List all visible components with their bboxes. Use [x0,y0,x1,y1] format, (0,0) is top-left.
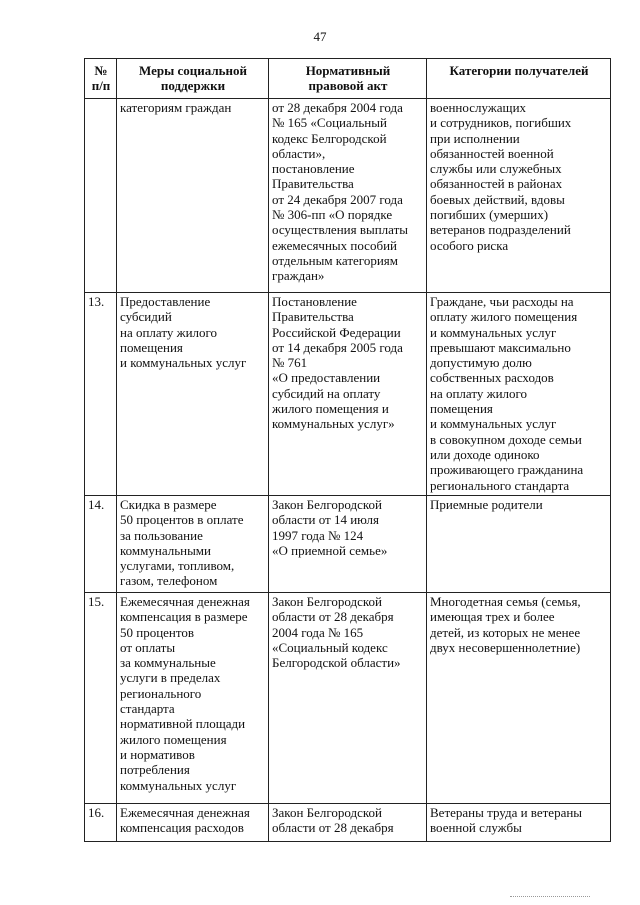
legal-act-cell-line: Российской Федерации [272,324,401,340]
legal-act-cell-line: отдельным категориям [272,252,398,268]
measure-cell-line: Ежемесячная денежная [120,805,250,820]
legal-act-cell-line: Правительства [272,309,354,325]
measure-cell-line: газом, телефоном [120,573,218,589]
category-cell-line: в совокупном доходе семьи [430,431,582,447]
header-num [85,59,117,99]
legal-act-cell-line: граждан» [272,268,325,284]
header-act [269,59,427,99]
header-category-line: Категории получателей [449,63,589,78]
category-cell-line: Приемные родители [430,497,543,512]
row-number-cell: 16. [85,804,117,842]
legal-act-cell-line: жилого помещения и [272,401,389,417]
category-cell-line: Многодетная семья (семья, [430,594,581,609]
measure-cell-line: на оплату жилого [120,324,218,340]
measure-cell-line: компенсация в размере [120,609,248,625]
legal-act-cell-line: осуществления выплаты [272,222,409,238]
category-cell-line: боевых действий, вдовы [430,191,565,207]
measure-cell-line: услугами, топливом, [120,558,235,574]
category-cell-line: военной службы [430,820,522,836]
measure-cell-line: Скидка в размере [120,497,217,512]
header-measure-line: поддержки [160,78,226,93]
table-row [85,593,611,804]
scan-marks [510,896,590,901]
measure-cell-line: и нормативов [120,746,195,762]
category-cell-line: погибших (умерших) [430,207,549,223]
category-cell-line: Граждане, чьи расходы на [430,294,574,309]
measure-cell-line: стандарта [120,701,175,717]
category-cell-line: и коммунальных услуг [430,416,557,432]
category-cell-line: детей, из которых не менее [430,624,581,640]
measure-cell-line: от оплаты [120,639,176,655]
legal-act-cell [269,293,427,496]
table-row [85,293,611,496]
measure-cell-line: нормативной площади [120,716,246,732]
table-header-row [85,59,611,99]
category-cell-line: собственных расходов [430,370,554,386]
category-cell-line: военнослужащих [430,100,527,115]
measure-cell-line: регионального [120,685,202,701]
measure-cell [117,293,269,496]
category-cell-line: при исполнении [430,130,520,146]
measure-cell-line: компенсация расходов [120,820,244,836]
category-cell-line: на оплату жилого [430,385,528,401]
legal-act-cell-line: Закон Белгородской [272,594,382,609]
measure-cell-line: субсидий [120,309,172,325]
legal-act-cell [269,99,427,293]
table-row [85,496,611,593]
row-number-cell [85,99,117,293]
category-cell-line: ветеранов подразделений [430,222,571,238]
category-cell [427,293,611,496]
category-cell [427,804,611,842]
legal-act-cell-line: субсидий на оплату [272,385,381,401]
header-act-line: Нормативный [305,63,391,78]
legal-act-cell-line: Закон Белгородской [272,805,382,820]
category-cell-line: обязанностей в районах [430,176,563,192]
table-row [85,99,611,293]
measure-cell [117,99,269,293]
header-category [427,59,611,99]
legal-act-cell-line: «О предоставлении [272,370,381,386]
legal-act-cell-line: № 306-пп «О порядке [272,207,393,223]
category-cell [427,496,611,593]
category-cell-line: помещения [430,401,493,417]
measure-cell [117,593,269,804]
legal-act-cell-line: Закон Белгородской [272,497,382,512]
measure-cell-line: потребления [120,762,190,778]
legal-act-cell-line: от 14 декабря 2005 года [272,339,403,355]
legal-act-cell-line: Постановление [272,294,357,309]
category-cell [427,99,611,293]
legal-act-cell-line: области от 14 июля [272,512,380,528]
legal-act-cell-line: «Социальный кодекс [272,639,388,655]
category-cell-line: обязанностей военной [430,145,554,161]
legal-act-cell-line: области от 28 декабря [272,820,394,836]
category-cell-line: двух несовершеннолетние) [430,639,581,655]
legal-act-cell-line: 2004 года № 165 [272,624,364,640]
category-cell-line: допустимую долю [430,355,532,371]
category-cell-line: имеющая трех и более [430,609,555,625]
legal-act-cell-line: области», [272,145,326,161]
category-cell-line: особого риска [430,237,509,253]
legal-act-cell-line: ежемесячных пособий [272,237,397,253]
legal-act-cell-line: 1997 года № 124 [272,527,364,543]
header-measure [117,59,269,99]
measure-cell-line: и коммунальных услуг [120,355,247,371]
legal-act-cell-line: кодекс Белгородской [272,130,387,146]
category-cell-line: проживающего гражданина [430,462,584,478]
legal-act-cell [269,804,427,842]
row-number-cell: 15. [85,593,117,804]
legal-act-cell-line: коммунальных услуг» [272,416,395,432]
header-num-line: п/п [91,78,111,93]
legal-act-cell-line: от 28 декабря 2004 года [272,100,403,115]
legal-act-cell-line: № 761 [272,355,308,371]
legal-act-cell-line: Белгородской области» [272,655,401,671]
header-measure-line: Меры социальной [138,63,247,78]
legal-act-cell [269,496,427,593]
category-cell [427,593,611,804]
legal-act-cell-line: от 24 декабря 2007 года [272,191,403,207]
measure-cell-line: коммунальными [120,542,211,558]
table-row [85,804,611,842]
measure-cell-line: Ежемесячная денежная [120,594,250,609]
category-cell-line: регионального стандарта [430,477,570,493]
legal-act-cell-line: № 165 «Социальный [272,115,387,131]
category-cell-line: оплату жилого помещения [430,309,578,325]
measure-cell [117,496,269,593]
header-num-line: № [94,63,108,78]
measure-cell-line: за пользование [120,527,203,543]
category-cell-line: или доходе одиноко [430,446,540,462]
measure-cell [117,804,269,842]
measure-cell-line: категориям граждан [120,100,232,115]
legal-act-cell-line: Правительства [272,176,354,192]
measure-cell-line: 50 процентов [120,624,195,640]
header-act-line: правовой акт [308,78,388,93]
measure-cell-line: коммунальных услуг [120,777,237,793]
category-cell-line: Ветераны труда и ветераны [430,805,583,820]
category-cell-line: превышают максимально [430,339,571,355]
row-number-cell: 14. [85,496,117,593]
category-cell-line: и сотрудников, погибших [430,115,572,131]
measure-cell-line: 50 процентов в оплате [120,512,244,528]
category-cell-line: службы или служебных [430,161,562,177]
page-number: 47 [313,29,327,44]
measure-cell-line: услуги в пределах [120,670,221,686]
legal-act-cell-line: постановление [272,161,355,177]
legal-act-cell-line: «О приемной семье» [272,542,388,558]
row-number-cell: 13. [85,293,117,496]
measure-cell-line: помещения [120,339,183,355]
measure-cell-line: за коммунальные [120,655,216,671]
legal-act-cell [269,593,427,804]
measure-cell-line: Предоставление [120,294,211,309]
category-cell-line: и коммунальных услуг [430,324,557,340]
legal-act-cell-line: области от 28 декабря [272,609,394,625]
measure-cell-line: жилого помещения [120,731,227,747]
benefits-table [84,58,611,842]
